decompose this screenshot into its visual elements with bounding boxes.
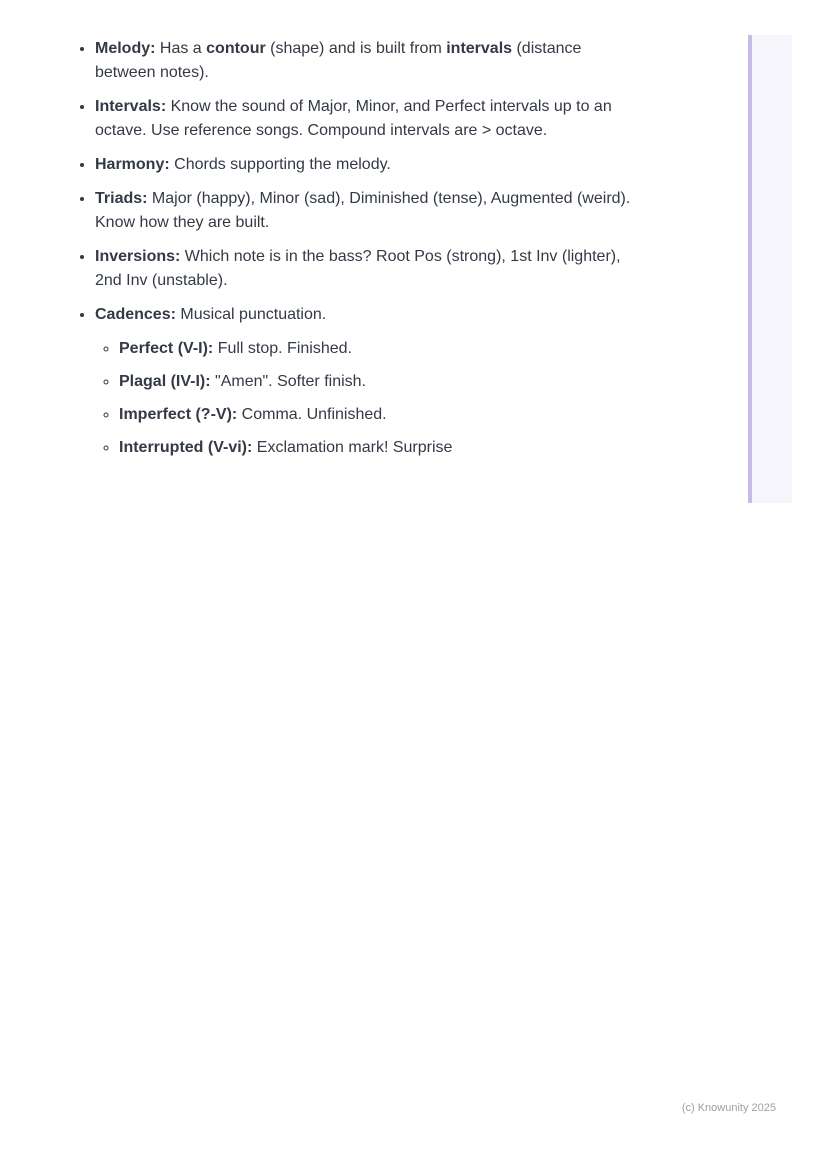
- term-description: Has a: [155, 40, 207, 57]
- term-label: Perfect (V-I):: [119, 340, 214, 357]
- notes-list: [60, 37, 640, 460]
- list-item: [95, 153, 640, 177]
- term-label: Harmony:: [95, 156, 170, 173]
- term-label: Interrupted (V-vi):: [119, 439, 253, 456]
- term-label: contour: [206, 40, 266, 57]
- term-description: Major (happy), Minor (sad), Diminished (tense), Augmented (weird). Know how they are built.: [95, 190, 631, 231]
- term-label: Inversions:: [95, 248, 181, 265]
- list-item: [95, 95, 640, 143]
- term-description: "Amen". Softer finish.: [210, 373, 366, 390]
- term-description: Chords supporting the melody.: [169, 156, 391, 173]
- term-description: Musical punctuation.: [175, 306, 327, 323]
- list-item: [95, 37, 640, 85]
- sub-list-item: [119, 370, 640, 394]
- term-label: Plagal (IV-I):: [119, 373, 211, 390]
- sub-list: [95, 337, 640, 460]
- list-item: [95, 245, 640, 293]
- term-description: Know the sound of Major, Minor, and Perfect intervals up to an octave. Use reference songs. Compound intervals are > octave.: [95, 98, 612, 139]
- page-edge-panel: [752, 35, 792, 503]
- list-item: [95, 187, 640, 235]
- term-label: Intervals:: [95, 98, 167, 115]
- term-label: intervals: [446, 40, 513, 57]
- term-description: Which note is in the bass? Root Pos (strong), 1st Inv (lighter), 2nd Inv (unstable).: [95, 248, 621, 289]
- term-description: Full stop. Finished.: [213, 340, 352, 357]
- sub-list-item: [119, 436, 640, 460]
- notes-content: [60, 37, 640, 470]
- sub-list-item: [119, 337, 640, 361]
- sub-list-item: [119, 403, 640, 427]
- copyright-footer: (c) Knowunity 2025: [681, 1102, 776, 1114]
- term-label: Melody:: [95, 40, 156, 57]
- list-item: [95, 303, 640, 460]
- term-description: (distance between notes).: [95, 40, 582, 81]
- term-label: Triads:: [95, 190, 148, 207]
- term-description: (shape) and is built from: [265, 40, 447, 57]
- term-description: Comma. Unfinished.: [237, 406, 387, 423]
- term-label: Imperfect (?-V):: [119, 406, 238, 423]
- term-description: Exclamation mark! Surprise: [252, 439, 453, 456]
- term-label: Cadences:: [95, 306, 176, 323]
